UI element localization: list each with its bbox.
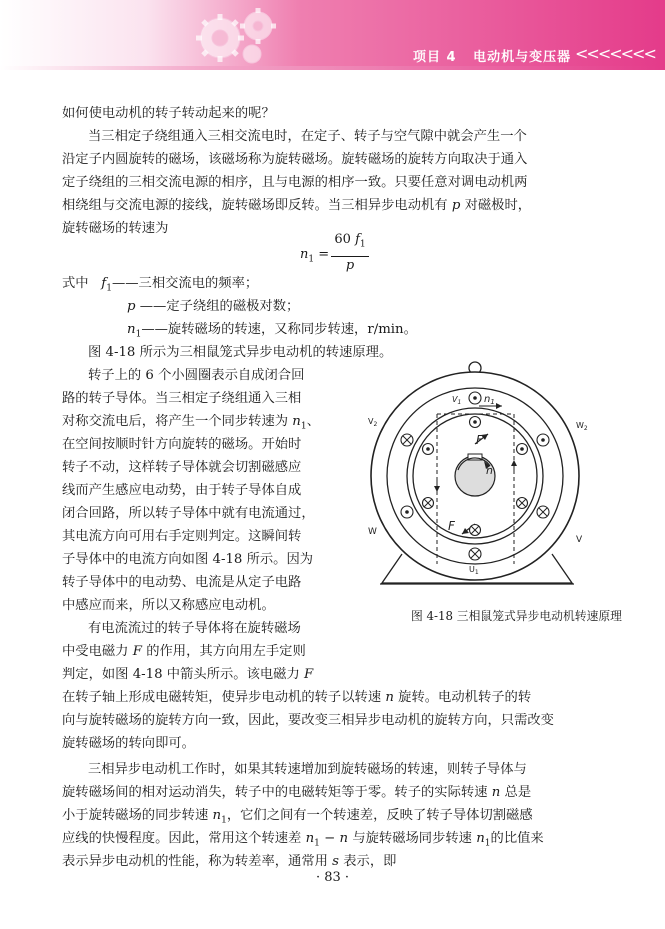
text-line-2: 当三相定子绕组通入三相交流电时，在定子、转子与空气隙中就会产生一个: [88, 129, 527, 144]
text-line-22: 有电流流过的转子导体将在旋转磁场: [88, 621, 301, 636]
text-line-21: 中感应而来，所以又称感应电动机。: [62, 598, 275, 613]
text-line-28: 三相异步电动机工作时，如果其转速增加到旋转磁场的转速，则转子导体与: [88, 762, 527, 777]
text-span: 对称交流电后，将产生一个同步转速为: [62, 414, 289, 429]
label-n1: $n_1$: [484, 394, 495, 406]
text-span: ，它们之间有一个转速差，反映了转子导体切割磁感: [226, 808, 533, 823]
text-line-14: 在空间按顺时针方向旋转的磁场。开始时: [62, 437, 302, 452]
text-span: 总是: [504, 785, 532, 800]
text-line-1: 如何使电动机的转子转动起来的呢？: [62, 106, 275, 121]
text-span: 式中: [62, 276, 89, 291]
text-span: 的比值来: [490, 831, 544, 846]
var-F: F: [304, 667, 314, 682]
var-n: n: [385, 690, 394, 705]
label-w: W: [368, 527, 377, 537]
page-header: [0, 0, 665, 70]
formula-lhs: n: [300, 247, 309, 262]
header-title: [413, 46, 571, 65]
sub: 1: [106, 283, 112, 294]
var-F: F: [132, 644, 142, 659]
text-line-5: [62, 194, 531, 218]
text-span: 表示，即: [343, 854, 397, 869]
sub: 1: [135, 329, 142, 340]
text-span: 、: [306, 414, 320, 429]
text-line-20: 转子导体中的电动势、电流是从定子电路: [62, 575, 302, 590]
text-span: −: [319, 831, 340, 846]
sub: 1: [359, 239, 366, 250]
header-chapter: 电动机与变压器: [473, 50, 572, 65]
var-n1: n: [292, 414, 301, 429]
var-n: n: [339, 831, 349, 846]
label-v: V: [576, 535, 583, 545]
text-span: 表示异步电动机的性能，称为转差率，通常用: [62, 854, 328, 869]
text-line-11: 转子上的 6 个小圆圈表示自成闭合回: [88, 368, 305, 383]
text-line-27: 旋转磁场的转向即可。: [62, 736, 195, 751]
text-span: 相绕组与交流电源的接线，旋转磁场即反转。当三相异步电动机有: [62, 198, 448, 213]
text-line-26: 向与旋转磁场的旋转方向一致，因此，要改变三相异步电动机的旋转方向，只需改变: [62, 713, 554, 728]
text-line-6: 旋转磁场的转速为: [62, 221, 169, 236]
text-span: 判定，如图 4-18 中箭头所示。该电磁力: [62, 667, 300, 682]
label-F-bottom: F: [448, 519, 455, 533]
sub: 1: [314, 838, 320, 849]
sub: 1: [221, 815, 227, 826]
label-F-top: F: [476, 433, 483, 447]
sub: 1: [300, 421, 307, 432]
text-span: 小于旋转磁场的同步转速: [62, 808, 209, 823]
text-line-23: [62, 640, 306, 664]
text-span: 在转子轴上形成电磁转矩，使异步电动机的转子以转速: [62, 690, 382, 705]
var-f1: f: [101, 276, 107, 291]
header-divider: [0, 66, 665, 70]
text-span: ——定子绕组的磁极对数；: [139, 299, 300, 314]
label-v2: $V_2$: [368, 417, 378, 428]
figure-caption: 图 4-18 三相鼠笼式异步电动机转速原理: [411, 609, 622, 623]
var-p: p: [127, 299, 136, 314]
formula-numerator: 60 $f_1$: [334, 232, 366, 250]
text-line-29: [62, 781, 531, 805]
sub: 1: [308, 254, 315, 265]
text-span: 对磁极时，: [464, 198, 532, 213]
formula-n1: [300, 247, 329, 265]
text-span: 应线的快慢程度。因此，常用这个转速差: [62, 831, 302, 846]
text-span: 旋转。电动机转子的转: [398, 690, 532, 705]
var-n1: n: [305, 831, 315, 846]
formula-denominator: p: [345, 258, 355, 273]
text-span: 与旋转磁场同步转速: [352, 831, 472, 846]
text-line-18: 其电流方向可用右手定则判定。这瞬间转: [62, 529, 302, 544]
header-chevrons: <<<<<<<: [575, 44, 655, 63]
label-v1: $V_1$: [452, 395, 462, 406]
var-s: s: [332, 854, 339, 869]
text-line-12: 路的转子导体。当三相定子绕组通入三相: [62, 391, 302, 406]
text-span: ——三相交流电的频率；: [111, 276, 259, 291]
var-n1: n: [212, 808, 222, 823]
text-line-24: [62, 663, 313, 687]
text-line-8: [127, 295, 299, 319]
page-number: · 83 ·: [315, 870, 350, 885]
fraction-bar: [331, 256, 369, 257]
gears-icon: [180, 4, 290, 66]
text-line-19: 子导体中的电流方向如图 4-18 所示。因为: [62, 552, 314, 567]
var-p: p: [451, 198, 461, 213]
sub: 1: [484, 838, 491, 849]
text-span: ——旋转磁场的转速，又称同步转速，r/min。: [141, 322, 417, 337]
text-span: 中受电磁力: [62, 644, 129, 659]
text-line-16: 线而产生感应电动势，由于转子导体自成: [62, 483, 302, 498]
text-line-4: 定子绕组的三相交流电源的相序，且与电源的相序一致。只要任意对调电动机两: [62, 175, 528, 190]
var-n: n: [491, 785, 501, 800]
var-n1: n: [127, 322, 136, 337]
text-span: 旋转磁场间的相对运动消失，转子中的电磁转矩等于零。转子的实际转速: [62, 785, 488, 800]
header-project: 项目 4: [413, 50, 457, 65]
label-u1: $U_1$: [469, 565, 479, 576]
var-n1: n: [476, 831, 485, 846]
text-line-3: 沿定子内圆旋转的磁场，该磁场称为旋转磁场。旋转磁场的旋转方向取决于通入: [62, 152, 528, 167]
text-line-15: 转子不动，这样转子导体就会切割磁感应: [62, 460, 302, 475]
text-line-17: 闭合回路，所以转子导体中就有电流通过，: [62, 506, 315, 521]
label-n: n: [486, 464, 493, 477]
equals: =: [318, 247, 330, 262]
text-line-10: 图 4-18 所示为三相鼠笼式异步电动机的转速原理。: [88, 345, 393, 360]
text-span: 的作用，其方向用左手定则: [146, 644, 306, 659]
motor-figure: [362, 358, 602, 590]
label-w2: $W_2$: [576, 421, 588, 432]
text-line-25: [62, 686, 531, 710]
